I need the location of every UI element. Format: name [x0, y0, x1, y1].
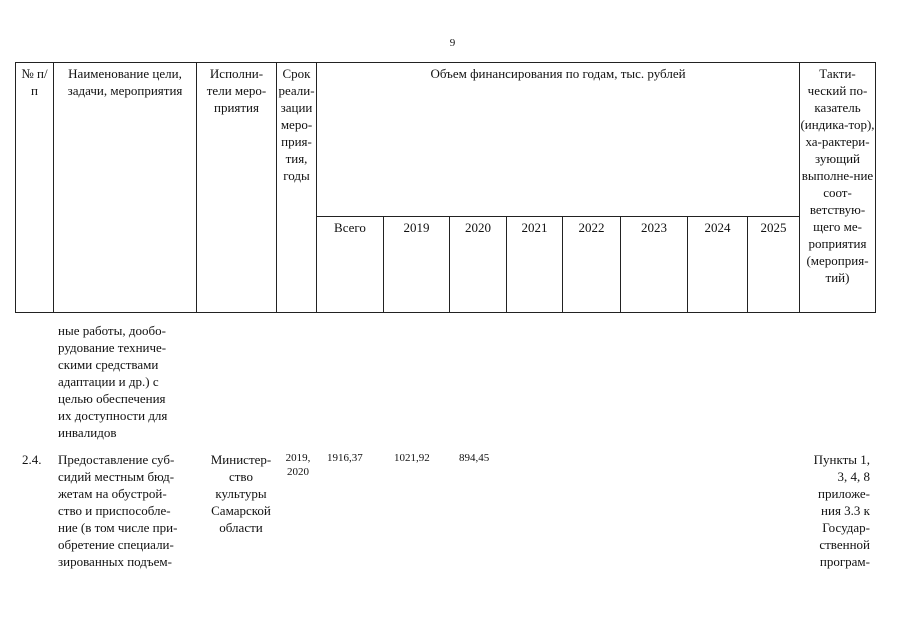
row-2-4-name: Предоставление суб- сидий местным бюд- жетам на обустрой- ство и приспособле- ние (в том числе при- обретение специали- зированных подъем-: [58, 452, 178, 569]
header-funding: Объем финансирования по годам, тыс. рублей: [317, 63, 800, 217]
year-col-2024: 2024: [688, 217, 748, 313]
row-2-4-num: 2.4.: [22, 452, 42, 467]
row-2-4-executor: Министер- ство культуры Самарской области: [210, 452, 272, 535]
header-indicator: Такти-ческий по-казатель (индика-тор), ха-рактери-зующий выполне-ние соот-ветствую-щего ме-роприятия (мероприя-тий): [800, 63, 876, 313]
row-2-4-total: 1916,37: [327, 452, 363, 464]
page-number: 9: [449, 37, 456, 49]
year-col-total: Всего: [317, 217, 384, 313]
year-col-2019: 2019: [384, 217, 450, 313]
year-col-2023: 2023: [621, 217, 688, 313]
year-col-2021: 2021: [507, 217, 563, 313]
year-col-2022: 2022: [563, 217, 621, 313]
header-executors: Исполни-тели меро-приятия: [197, 63, 277, 313]
year-col-2025: 2025: [748, 217, 800, 313]
row-2-4-2019: 1021,92: [394, 452, 430, 464]
continuation-text: ные работы, дообо- рудование техниче- скими средствами адаптации и др.) с целью обеспечения их доступности для инвалидов: [58, 323, 168, 440]
row-2-4-indicator: Пункты 1, 3, 4, 8 приложе- ния 3.3 к Государ- ственной програм-: [813, 452, 870, 569]
year-col-2020: 2020: [450, 217, 507, 313]
header-num: № п/п: [16, 63, 54, 313]
row-2-4-term: 2019, 2020: [285, 452, 311, 478]
header-table: [15, 62, 876, 313]
row-2-4-2020: 894,45: [459, 452, 490, 464]
header-term: Срок реали-зации меро-прия-тия, годы: [277, 63, 317, 313]
header-name: Наименование цели, задачи, мероприятия: [54, 63, 197, 313]
